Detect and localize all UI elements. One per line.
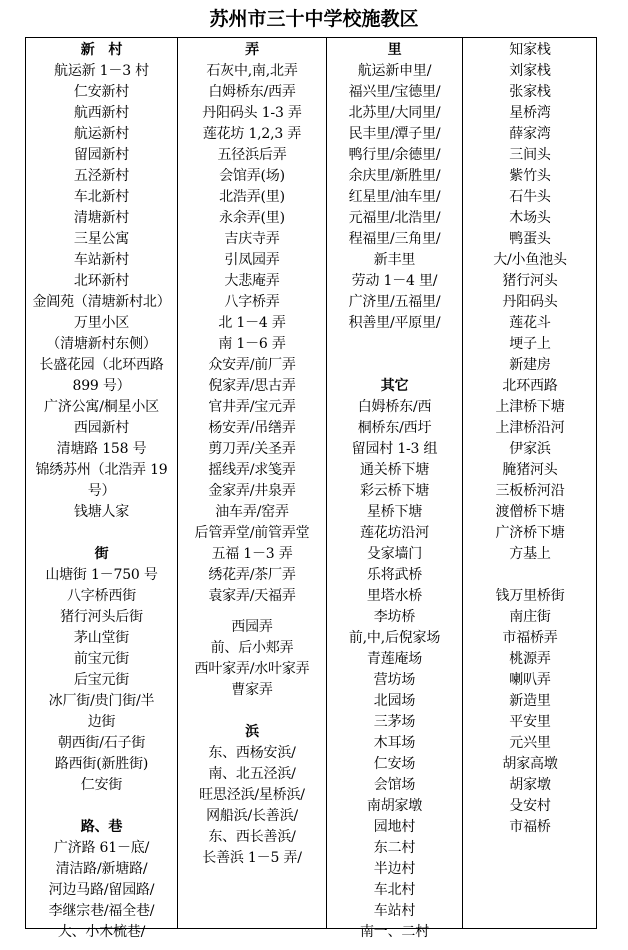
area-entry: 清塘路 158 号 — [56, 441, 147, 457]
area-entry: 航西新村 — [73, 105, 130, 121]
area-entry: 广济桥下塘 — [495, 525, 565, 541]
area-entry: 上津桥下塘 — [495, 399, 565, 415]
table-column-2 — [177, 38, 326, 928]
area-entry: 钱万里桥街 — [495, 588, 565, 604]
area-entry: 刘家栈 — [509, 63, 551, 79]
area-entry: 石灰中,南,北弄 — [206, 63, 298, 79]
area-entry: 会馆场 — [373, 777, 416, 793]
area-entry: 大悲庵弄 — [224, 273, 280, 289]
spacer — [178, 607, 326, 617]
section-heading: 其它 — [380, 378, 409, 394]
area-entry: 仁安街 — [80, 777, 123, 793]
area-entry: 大/小鱼池头 — [493, 252, 567, 268]
area-entry: 广济里/五福里/ — [348, 294, 441, 310]
area-entry: 市福桥弄 — [502, 630, 558, 646]
area-entry: 前,中,后倪家场 — [348, 630, 441, 646]
area-entry: 山塘街 1－750 号 — [45, 567, 158, 583]
area-entry: 永余弄(里) — [219, 210, 285, 226]
section-heading: 弄 — [245, 42, 259, 58]
area-entry: 航运新 1－3 村 — [54, 63, 149, 79]
area-entry: 三星公寓 — [73, 231, 130, 247]
area-entry: 方基上 — [509, 546, 551, 562]
area-entry: 上津桥沿河 — [495, 420, 565, 436]
area-entry: 西园弄 — [231, 619, 273, 635]
area-entry: 白姆桥东/西弄 — [208, 84, 296, 100]
area-entry: 冰厂街/贵门街/半 — [48, 693, 155, 709]
area-entry: 李坊桥 — [373, 609, 416, 625]
area-entry: 大、小木梳巷/ — [57, 924, 146, 940]
area-entry: 元福里/北浩里/ — [348, 210, 441, 226]
area-entry: 航运新申里/ — [357, 63, 432, 79]
area-entry: 木耳场 — [373, 735, 416, 751]
area-entry: 埂子上 — [509, 336, 551, 352]
area-entry: 吉庆寺弄 — [224, 231, 280, 247]
area-entry: 莲花坊 1,2,3 弄 — [202, 126, 302, 142]
area-entry: 官井弄/宝元弄 — [208, 399, 296, 415]
area-entry: 边街 — [87, 714, 116, 730]
area-entry: 劳动 1－4 里/ — [351, 273, 438, 289]
area-entry: 摇线弄/求笺弄 — [208, 462, 296, 478]
area-entry: 绣花弄/茶厂弄 — [208, 567, 296, 583]
area-entry: 899 号） — [72, 378, 131, 394]
area-entry: 航运新村 — [73, 126, 130, 142]
section-heading: 里 — [387, 42, 402, 58]
area-entry: 张家栈 — [509, 84, 551, 100]
table-column-3 — [326, 38, 462, 940]
area-entry: 车北新村 — [73, 189, 130, 205]
area-entry: 后宝元街 — [73, 672, 130, 688]
area-entry: 殳安村 — [509, 798, 551, 814]
area-entry: 石牛头 — [509, 189, 551, 205]
area-entry: 丹阳码头 — [502, 294, 558, 310]
area-entry: 留园新村 — [73, 147, 130, 163]
area-entry: 白姆桥东/西 — [357, 399, 432, 415]
area-entry: 南一、二村 — [360, 924, 429, 940]
area-entry: 里塔水桥 — [366, 588, 423, 604]
area-entry: 半边村 — [373, 861, 416, 877]
area-entry: 新建房 — [509, 357, 551, 373]
area-entry: 莲花斗 — [509, 315, 551, 331]
area-entry: 倪家弄/思古弄 — [208, 378, 296, 394]
area-entry: 清洁路/新塘路/ — [55, 861, 148, 877]
area-entry: 殳家墙门 — [366, 546, 423, 562]
area-entry: 东、西杨安浜/ — [208, 745, 296, 761]
area-entry: 三板桥河沿 — [495, 483, 565, 499]
area-entry: 伊家浜 — [509, 441, 551, 457]
area-entry: 茅山堂街 — [73, 630, 130, 646]
area-entry: 猪行河头 — [502, 273, 558, 289]
area-entry: 李继宗巷/福全巷/ — [48, 903, 155, 919]
spacer — [178, 701, 326, 722]
area-entry: （清塘新村东侧） — [46, 336, 157, 352]
area-entry: 曹家弄 — [231, 682, 273, 698]
area-entry: 广济路 61－底/ — [53, 840, 150, 856]
area-entry: 三间头 — [509, 147, 551, 163]
area-entry: 东、西长善浜/ — [208, 829, 296, 845]
area-entry: 长善浜 1－5 弄/ — [202, 850, 302, 866]
area-entry: 星桥湾 — [509, 105, 551, 121]
area-entry: 袁家弄/天福弄 — [208, 588, 296, 604]
spacer — [26, 796, 177, 817]
area-entry: 知家栈 — [509, 42, 551, 58]
area-entry: 三茅场 — [373, 714, 416, 730]
area-entry: 喇叭弄 — [509, 672, 551, 688]
area-entry: 北环西路 — [502, 378, 558, 394]
area-entry: 北 1－4 弄 — [218, 315, 286, 331]
area-entry: 八字桥西街 — [67, 588, 136, 604]
area-entry: 新造里 — [509, 693, 551, 709]
spacer — [327, 334, 462, 355]
catchment-table — [25, 37, 597, 940]
section-heading: 新 村 — [80, 42, 123, 58]
section-heading: 浜 — [245, 724, 259, 740]
area-entry: 网船浜/长善浜/ — [206, 808, 298, 824]
area-entry: 车北村 — [373, 882, 416, 898]
area-entry: 星桥下塘 — [366, 504, 423, 520]
area-entry: 长盛花园（北环西路 — [39, 357, 164, 373]
area-entry: 民丰里/潭子里/ — [348, 126, 441, 142]
table-column-4 — [462, 38, 597, 928]
area-entry: 众安弄/前厂弄 — [208, 357, 296, 373]
area-entry: 北园场 — [373, 693, 416, 709]
area-entry: 车站新村 — [73, 252, 130, 268]
area-entry: 园地村 — [373, 819, 416, 835]
area-entry: 金阊苑（清塘新村北） — [32, 294, 171, 310]
area-entry: 留园村 1-3 组 — [351, 441, 438, 457]
area-entry: 旺思泾浜/星桥浜/ — [199, 787, 305, 803]
area-entry: 引凤园弄 — [224, 252, 280, 268]
area-entry: 通关桥下塘 — [360, 462, 429, 478]
area-entry: 猪行河头后街 — [60, 609, 143, 625]
area-entry: 仁安新村 — [73, 84, 130, 100]
area-entry: 乐将武桥 — [366, 567, 423, 583]
area-entry: 仁安场 — [373, 756, 416, 772]
area-entry: 彩云桥下塘 — [360, 483, 429, 499]
area-entry: 腌猪河头 — [502, 462, 558, 478]
area-entry: 薛家湾 — [509, 126, 551, 142]
area-entry: 广济公寓/桐星小区 — [44, 399, 159, 415]
area-entry: 胡家墩 — [509, 777, 551, 793]
area-entry: 车站村 — [373, 903, 416, 919]
spacer — [463, 565, 597, 586]
spacer — [26, 523, 177, 544]
area-entry: 青莲庵场 — [366, 651, 423, 667]
area-entry: 北苏里/大同里/ — [348, 105, 441, 121]
area-entry: 胡家高墩 — [502, 756, 558, 772]
area-entry: 清塘新村 — [73, 210, 130, 226]
area-entry: 南庄街 — [509, 609, 551, 625]
area-entry: 钱塘人家 — [73, 504, 130, 520]
area-entry: 北浩弄(里) — [219, 189, 285, 205]
area-entry: 五径浜后弄 — [217, 147, 287, 163]
area-entry: 锦绣苏州（北浩弄 19 — [35, 462, 168, 478]
area-entry: 渡僧桥下塘 — [495, 504, 565, 520]
area-entry: 前宝元街 — [73, 651, 130, 667]
area-entry: 市福桥 — [509, 819, 551, 835]
area-entry: 八字桥弄 — [224, 294, 280, 310]
area-entry: 号） — [87, 483, 116, 499]
area-entry: 路西街(新胜街) — [54, 756, 149, 772]
area-entry: 程福里/三角里/ — [348, 231, 441, 247]
area-entry: 河边马路/留园路/ — [48, 882, 155, 898]
spacer — [327, 355, 462, 376]
area-entry: 西园新村 — [73, 420, 130, 436]
area-entry: 元兴里 — [509, 735, 551, 751]
area-entry: 南 1－6 弄 — [218, 336, 286, 352]
area-entry: 桐桥东/西圩 — [357, 420, 432, 436]
area-entry: 五泾新村 — [73, 168, 130, 184]
area-entry: 营坊场 — [373, 672, 416, 688]
section-heading: 路、巷 — [80, 819, 123, 835]
area-entry: 紫竹头 — [509, 168, 551, 184]
section-heading: 街 — [94, 546, 109, 562]
area-entry: 鸭蛋头 — [509, 231, 551, 247]
area-entry: 积善里/平原里/ — [348, 315, 441, 331]
area-entry: 金家弄/井泉弄 — [208, 483, 296, 499]
area-entry: 北环新村 — [73, 273, 130, 289]
area-entry: 木场头 — [509, 210, 551, 226]
area-entry: 桃源弄 — [509, 651, 551, 667]
area-entry: 福兴里/宝德里/ — [348, 84, 441, 100]
area-entry: 五福 1－3 弄 — [211, 546, 293, 562]
area-entry: 前、后小郏弄 — [210, 640, 294, 656]
area-entry: 剪刀弄/关圣弄 — [208, 441, 296, 457]
area-entry: 万里小区 — [73, 315, 130, 331]
area-entry: 东二村 — [373, 840, 416, 856]
area-entry: 南、北五泾浜/ — [208, 766, 296, 782]
area-entry: 南胡家墩 — [366, 798, 423, 814]
area-entry: 后管弄堂/前管弄堂 — [194, 525, 310, 541]
area-entry: 新丰里 — [373, 252, 416, 268]
area-entry: 余庆里/新胜里/ — [348, 168, 441, 184]
area-entry: 朝西街/石子街 — [57, 735, 146, 751]
area-entry: 西叶家弄/水叶家弄 — [194, 661, 310, 677]
area-entry: 油车弄/窑弄 — [215, 504, 289, 520]
area-entry: 杨安弄/吊缮弄 — [208, 420, 296, 436]
area-entry: 红星里/油车里/ — [348, 189, 441, 205]
table-column-1 — [26, 38, 177, 940]
area-entry: 会馆弄(场) — [219, 168, 285, 184]
area-entry: 鸭行里/余德里/ — [348, 147, 441, 163]
page-title: 苏州市三十中学校施教区 — [209, 8, 419, 30]
area-entry: 丹阳码头 1-3 弄 — [202, 105, 302, 121]
area-entry: 莲花坊沿河 — [360, 525, 429, 541]
area-entry: 平安里 — [509, 714, 551, 730]
